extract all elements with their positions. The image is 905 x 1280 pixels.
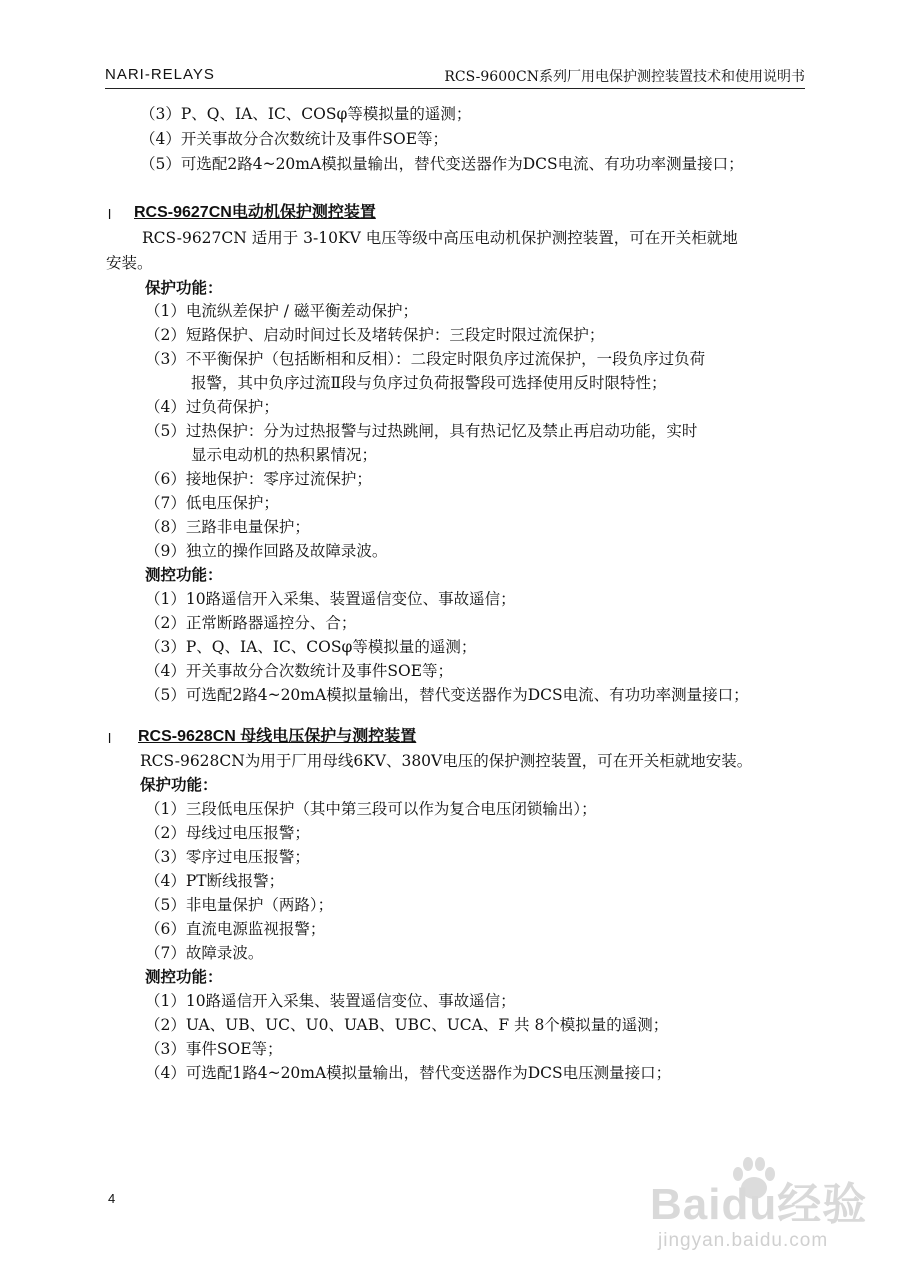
list-item: （3）零序过电压报警；	[145, 848, 310, 866]
list-item: （6）直流电源监视报警；	[145, 920, 326, 938]
list-item: （2）短路保护、启动时间过长及堵转保护：三段定时限过流保护；	[145, 326, 605, 344]
list-item: （6）接地保护：零序过流保护；	[145, 470, 372, 488]
list-item: （5）可选配2路4~20mA模拟量输出，替代变送器作为DCS电流、有功功率测量接口；	[145, 686, 749, 704]
section-description: 安装。	[106, 254, 153, 272]
intro-line: （3）P、Q、IA、IC、COSφ等模拟量的遥测；	[140, 105, 472, 123]
section-title: RCS-9628CN 母线电压保护与测控装置	[138, 728, 417, 745]
list-item: （4）过负荷保护；	[145, 398, 279, 416]
list-item: （4）PT断线报警；	[145, 872, 285, 890]
section-bullet: l	[108, 206, 112, 222]
subsection-heading: 测控功能：	[145, 566, 223, 584]
list-item-continuation: 报警，其中负序过流Ⅱ段与负序过负荷报警段可选择使用反时限特性；	[191, 374, 667, 392]
list-item: （5）过热保护：分为过热报警与过热跳闸，具有热记忆及禁止再启动功能，实时	[145, 422, 698, 440]
section-description: RCS-9627CN 适用于 3-10KV 电压等级中高压电动机保护测控装置，可在开关柜就地	[142, 229, 738, 247]
header-divider	[105, 88, 805, 89]
list-item: （1）三段低电压保护（其中第三段可以作为复合电压闭锁输出）；	[145, 800, 597, 818]
section-bullet: l	[108, 730, 112, 746]
list-item: （8）三路非电量保护；	[145, 518, 310, 536]
list-item: （1）10路遥信开入采集、装置遥信变位、事故遥信；	[145, 992, 516, 1010]
list-item: （3）不平衡保护（包括断相和反相）：二段定时限负序过流保护，一段负序过负荷	[145, 350, 706, 368]
watermark	[640, 1150, 870, 1260]
subsection-heading: 测控功能：	[145, 968, 223, 986]
list-item: （2）母线过电压报警；	[145, 824, 310, 842]
list-item: （3）事件SOE等；	[145, 1040, 283, 1058]
list-item: （4）开关事故分合次数统计及事件SOE等；	[145, 662, 454, 680]
watermark-url: jingyan.baidu.com	[658, 1230, 829, 1251]
intro-line: （4）开关事故分合次数统计及事件SOE等；	[140, 130, 449, 148]
header-doc-title: RCS-9600CN系列厂用电保护测控装置技术和使用说明书	[444, 69, 805, 85]
list-item: （3）P、Q、IA、IC、COSφ等模拟量的遥测；	[145, 638, 477, 656]
watermark-brand: Baidu经验	[650, 1180, 868, 1229]
intro-line: （5）可选配2路4~20mA模拟量输出，替代变送器作为DCS电流、有功功率测量接口；	[140, 155, 744, 173]
section-description: RCS-9628CN为用于厂用母线6KV、380V电压的保护测控装置，可在开关柜就地安装。	[140, 752, 753, 770]
list-item: （7）低电压保护；	[145, 494, 279, 512]
subsection-heading: 保护功能：	[145, 279, 223, 297]
subsection-heading: 保护功能：	[140, 776, 218, 794]
list-item: （1）电流纵差保护 / 磁平衡差动保护；	[145, 302, 418, 320]
list-item-continuation: 显示电动机的热积累情况；	[191, 446, 378, 464]
page-header	[105, 64, 805, 88]
list-item: （9）独立的操作回路及故障录波。	[145, 542, 388, 560]
list-item: （2）UA、UB、UC、U0、UAB、UBC、UCA、F 共 8个模拟量的遥测；	[145, 1016, 669, 1034]
list-item: （5）非电量保护（两路）；	[145, 896, 334, 914]
list-item: （2）正常断路器遥控分、合；	[145, 614, 357, 632]
list-item: （4）可选配1路4~20mA模拟量输出，替代变送器作为DCS电压测量接口；	[145, 1064, 672, 1082]
section-title: RCS-9627CN电动机保护测控装置	[134, 204, 376, 221]
list-item: （7）故障录波。	[145, 944, 264, 962]
page-number: 4	[108, 1191, 116, 1206]
header-company: NARI-RELAYS	[105, 66, 215, 83]
list-item: （1）10路遥信开入采集、装置遥信变位、事故遥信；	[145, 590, 516, 608]
